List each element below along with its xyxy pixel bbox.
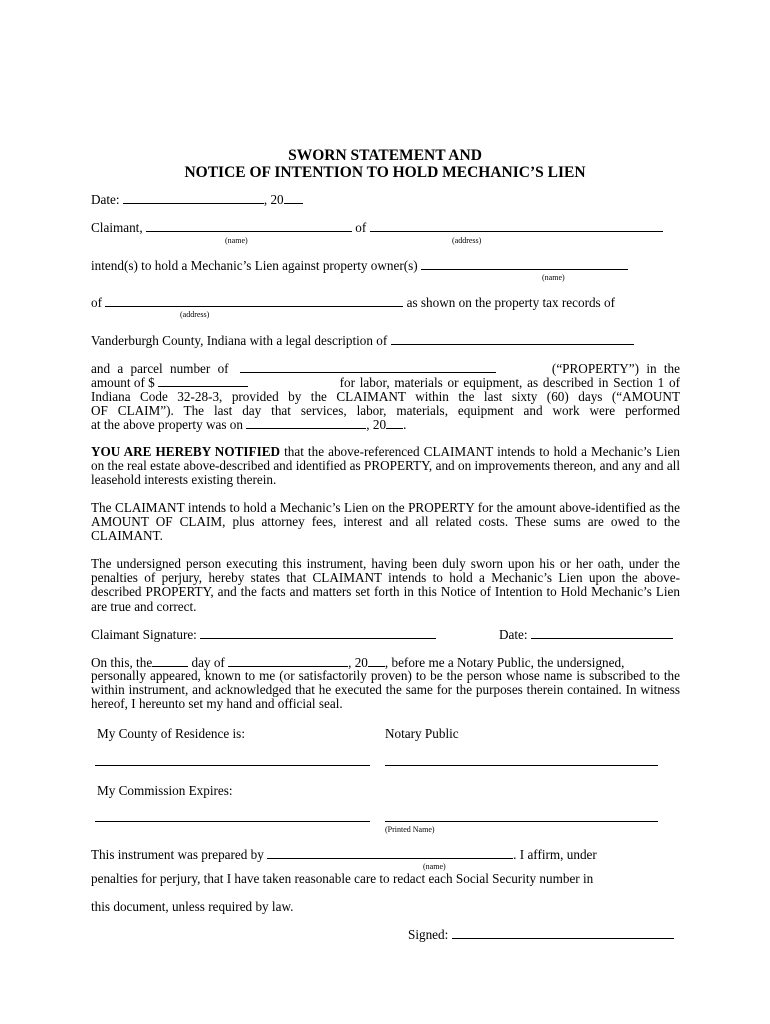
sworn-paragraph: The undersigned person executing this instrument, having been duly sworn upon his or her oath, under the penalties of perjury, hereby states that CLAIMANT intends to hold a Mechanic’s Lien upon the above-described PROPERTY, and the facts and matters set forth in this Notice of Intention to Hold Mechanic’s Lien are true and correct. (91, 556, 680, 614)
date-label: Date: (91, 192, 120, 207)
claimant-label: Claimant, (91, 220, 143, 235)
claimant-signature-label: Claimant Signature: (91, 627, 197, 642)
owner-name-field[interactable] (421, 258, 628, 270)
parcel-line-4: OF CLAIM”). The last day that services, labor, materials, equipment and work were performed (91, 403, 680, 418)
legal-description-field[interactable] (391, 333, 634, 345)
county-text: Vanderburgh County, Indiana with a legal description of (91, 333, 388, 348)
tax-records-text: as shown on the property tax records of (406, 295, 615, 310)
date-year-prefix: , 20 (263, 192, 284, 207)
prepared-by-label: This instrument was prepared by (91, 847, 264, 862)
county-of-residence-field[interactable] (95, 765, 370, 766)
signature-date-line (499, 627, 673, 642)
signed-label: Signed: (408, 927, 449, 942)
claimant-address-field[interactable] (370, 220, 663, 232)
parcel-line-3: Indiana Code 32-28-3, provided by the CLAIMANT within the last sixty (60) days (“AMOUNT (91, 389, 680, 404)
commission-expires-label: My Commission Expires: (97, 783, 233, 798)
notary-month-field[interactable] (228, 655, 348, 667)
owner-address-caption: (address) (180, 310, 210, 319)
notary-year-prefix: , 20 (348, 655, 368, 670)
prepared-by-line (91, 847, 597, 862)
intend-line (91, 258, 628, 273)
notice-bold: YOU ARE HEREBY NOTIFIED (91, 444, 281, 459)
county-line (91, 333, 634, 348)
intend-text: intend(s) to hold a Mechanic’s Lien against property owner(s) (91, 258, 418, 273)
last-day-field[interactable] (246, 417, 366, 429)
parcel-number-field[interactable] (240, 361, 496, 373)
amount-description: for labor, materials or equipment, as described in Section 1 of (339, 375, 680, 390)
last-day-period: . (403, 417, 407, 432)
last-day-year-field[interactable] (386, 417, 403, 429)
signature-date-label: Date: (499, 627, 528, 642)
owner-address-field[interactable] (105, 295, 403, 307)
printed-name-caption: (Printed Name) (385, 825, 435, 834)
affirm-text: . I affirm, under (513, 847, 597, 862)
of-label: of (91, 295, 102, 310)
claimant-line (91, 220, 663, 235)
notary-before-me: , before me a Notary Public, the undersigned, (384, 655, 625, 670)
last-day-label: at the above property was on (91, 417, 243, 432)
claimant-name-caption: (name) (225, 236, 248, 245)
claimant-intends-paragraph: The CLAIMANT intends to hold a Mechanic’s Lien on the PROPERTY for the amount above-identified as the AMOUNT OF CLAIM, plus attorney fees, interest and all related costs. These sums are owed to the CLAIMANT. (91, 500, 680, 544)
parcel-line-1 (91, 361, 680, 376)
parcel-line-5 (91, 417, 406, 432)
notary-paragraph: personally appeared, known to me (or satisfactorily proven) to be the person whose name is subscribed to the within instrument, and acknowledged that he executed the same for the purposes therein contained. In witness hereof, I hereunto set my hand and official seal. (91, 668, 680, 712)
prepared-by-field[interactable] (267, 847, 513, 859)
notice-paragraph (91, 445, 680, 488)
affirm-line-1: penalties for perjury, that I have taken reasonable care to redact each Social Security number in (91, 871, 594, 886)
last-day-year-prefix: , 20 (366, 417, 387, 432)
notice-text: that the above-referenced CLAIMANT intends to hold a Mechanic’s Lien on the real estate above-described and identified as PROPERTY, and on improvements thereon, and any and all leasehold interests existing therein. (91, 444, 680, 488)
notary-public-field[interactable] (385, 765, 658, 766)
title-line-1: SWORN STATEMENT AND (288, 147, 482, 164)
parcel-number-label: and a parcel number of (91, 361, 229, 376)
signed-line (408, 927, 674, 942)
notary-day-field[interactable] (152, 655, 188, 667)
owner-name-caption: (name) (542, 273, 565, 282)
parcel-line-2 (91, 375, 680, 390)
printed-name-field[interactable] (385, 821, 658, 822)
notary-year-field[interactable] (368, 655, 385, 667)
claimant-name-field[interactable] (146, 220, 352, 232)
title-line-2: NOTICE OF INTENTION TO HOLD MECHANIC’S LIEN (184, 164, 586, 181)
commission-expires-field[interactable] (95, 821, 370, 822)
owner-address-line (91, 295, 615, 310)
amount-label: amount of $ (91, 375, 155, 390)
signature-date-field[interactable] (531, 627, 673, 639)
date-year-field[interactable] (284, 192, 303, 204)
signed-field[interactable] (452, 927, 674, 939)
claimant-signature-line (91, 627, 436, 642)
affirm-line-2: this document, unless required by law. (91, 899, 294, 914)
notary-on-this: On this, the (91, 655, 153, 670)
notary-day-of: day of (191, 655, 225, 670)
date-field[interactable] (123, 192, 264, 204)
county-of-residence-label: My County of Residence is: (97, 726, 245, 741)
claimant-of-label: of (355, 220, 367, 235)
date-line (91, 192, 303, 207)
amount-field[interactable] (158, 375, 248, 387)
claimant-address-caption: (address) (452, 236, 482, 245)
notary-public-label: Notary Public (385, 726, 459, 741)
prepared-by-caption: (name) (423, 862, 446, 871)
claimant-signature-field[interactable] (200, 627, 436, 639)
property-definition: (“PROPERTY”) in the (551, 361, 680, 376)
